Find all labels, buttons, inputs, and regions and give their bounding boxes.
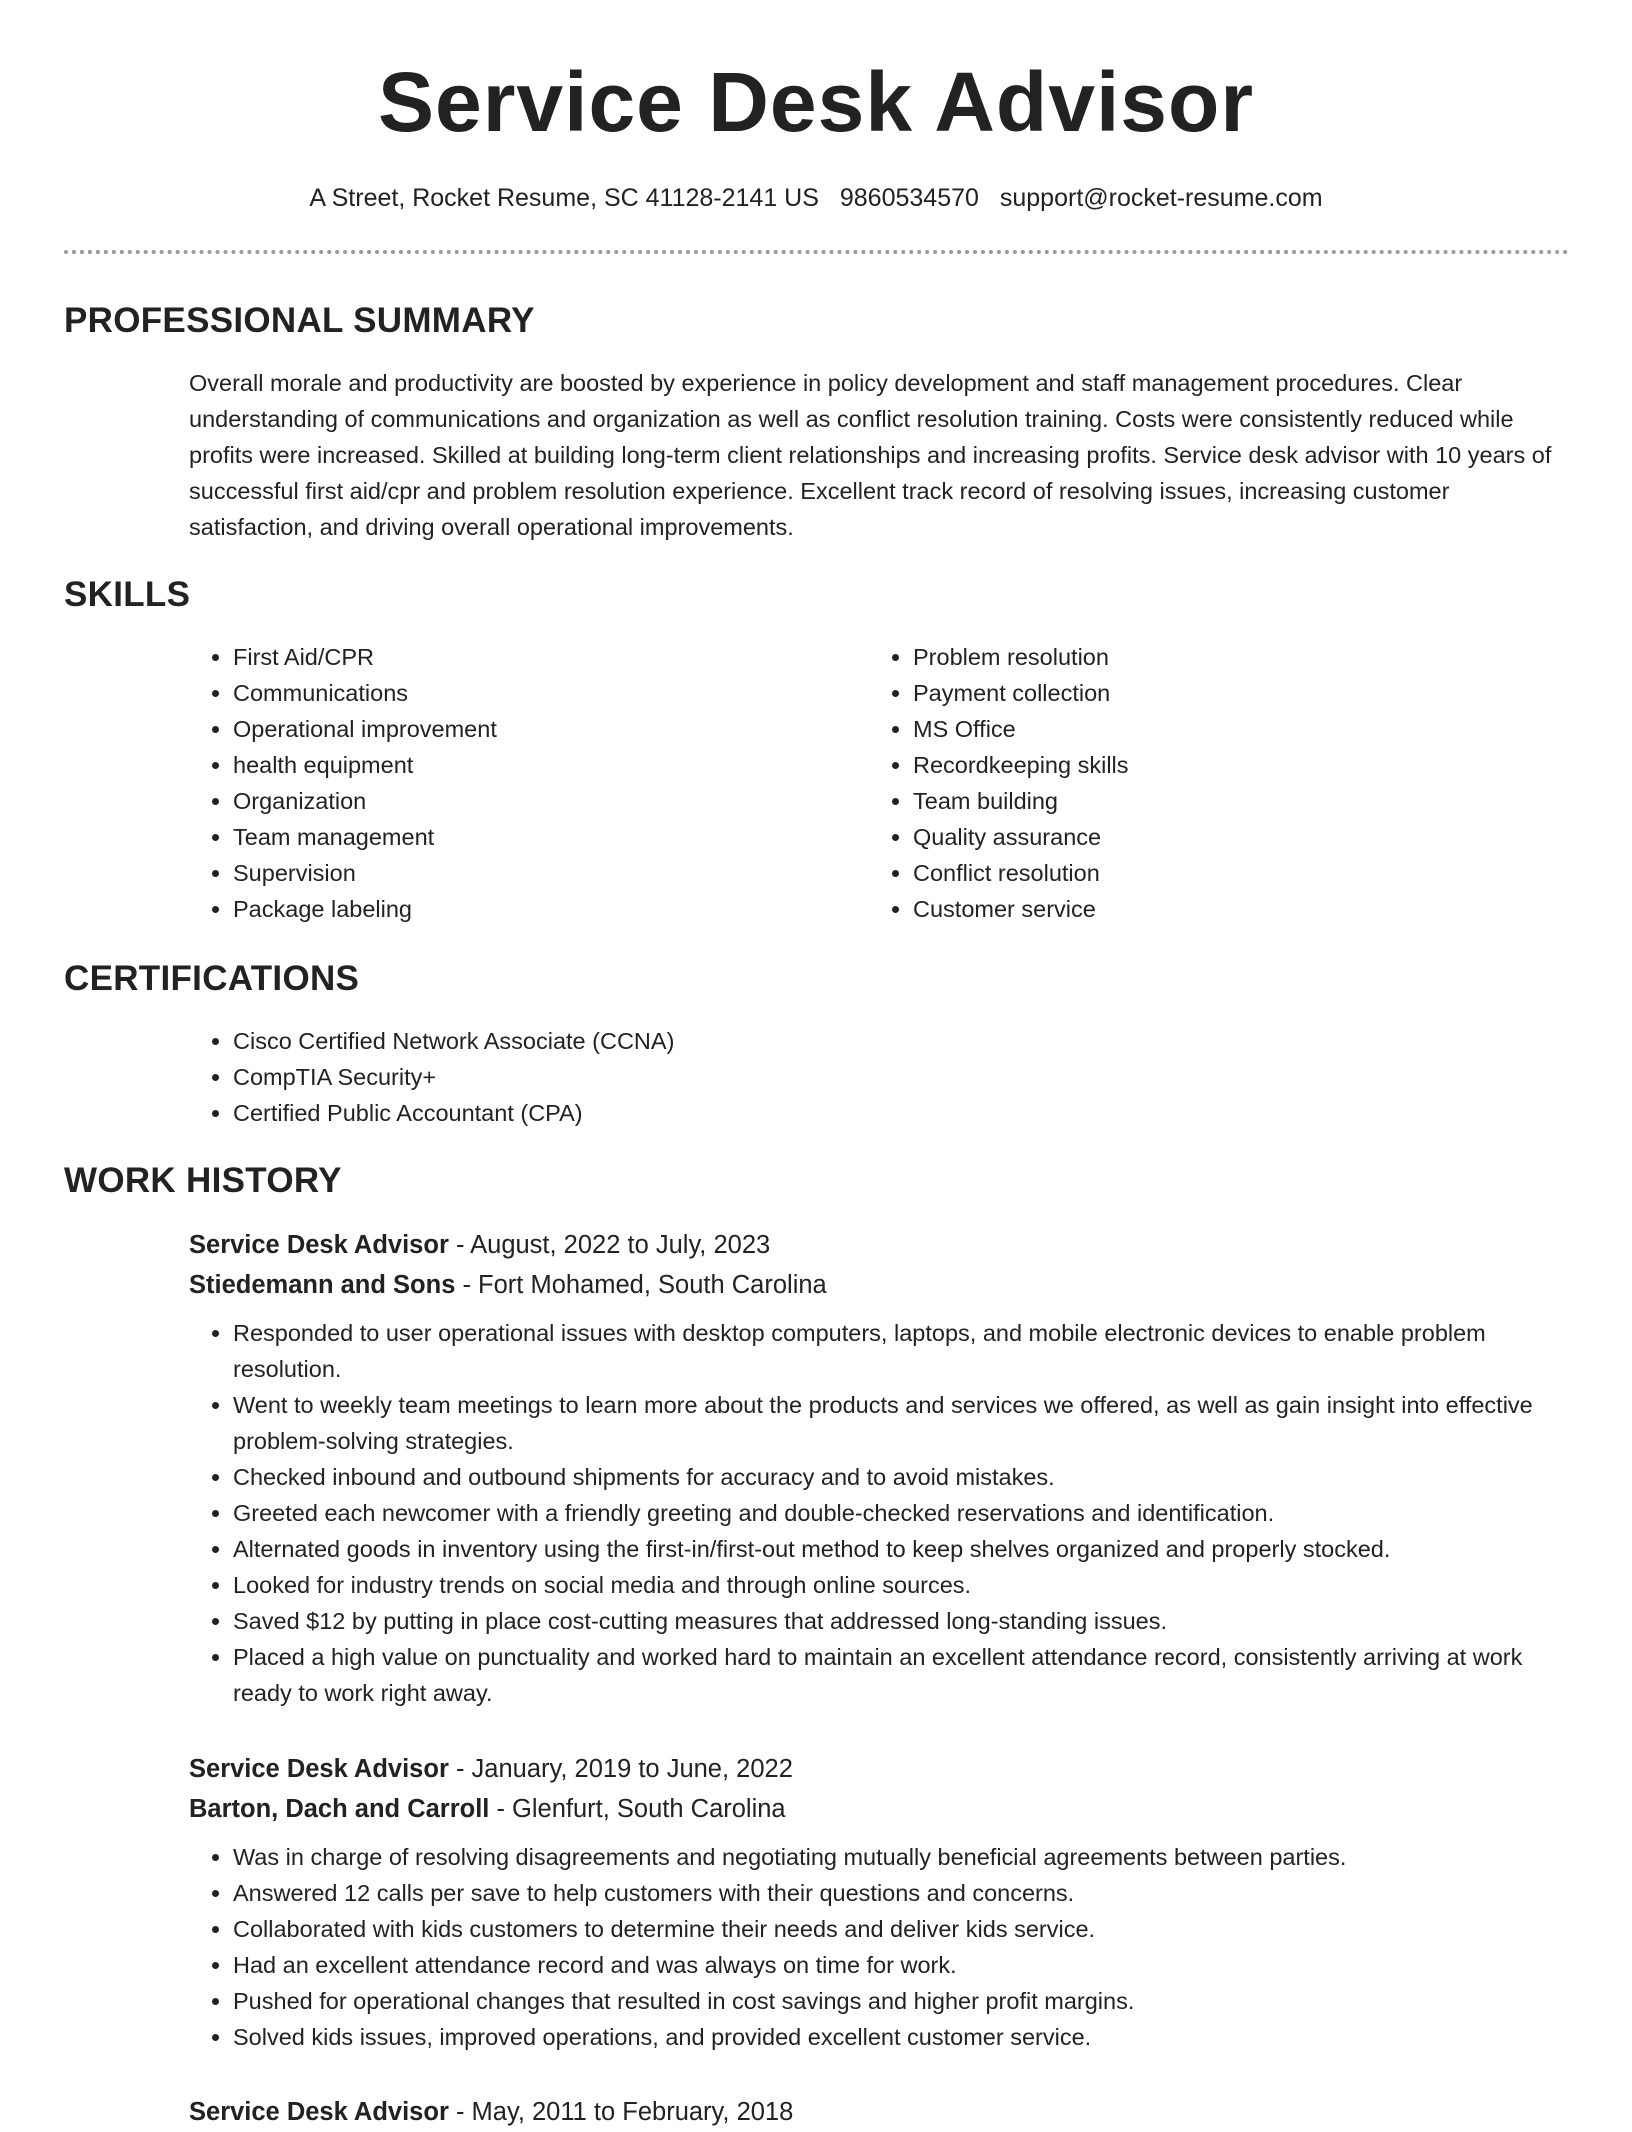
job-location: - Fort Mohamed, South Carolina (455, 1271, 827, 1299)
skill-item: • Payment collection (913, 675, 1509, 711)
certification-item: • Cisco Certified Network Associate (CCNA) (233, 1023, 1569, 1059)
skills-right-column (869, 639, 1509, 927)
job-dates: - January, 2019 to June, 2022 (448, 1755, 793, 1783)
skill-item: • First Aid/CPR (233, 639, 829, 675)
job-title-line (189, 1225, 1569, 1265)
job-entry-3 (189, 2092, 1569, 2132)
skills-left-list (189, 639, 829, 927)
skill-item: • Package labeling (233, 891, 829, 927)
summary-text: Overall morale and productivity are boosted by experience in policy development and staff management procedures. Clear understanding of communications and organization as well as conflict resolution training. Costs were consistently reduced while profits were increased. Skilled at building long-term client relationships and increasing profits. Service desk advisor with 10 years of successful first aid/cpr and problem resolution experience. Excellent track record of resolving issues, increasing customer satisfaction, and driving overall operational improvements. (189, 370, 1552, 540)
resume-name: Service Desk Advisor (377, 55, 1255, 149)
work-history-heading: WORK HISTORY (64, 1161, 342, 1200)
job-bullet: • Greeted each newcomer with a friendly greeting and double-checked reservations and identification. (233, 1495, 1569, 1531)
job-bullet: • Was in charge of resolving disagreements and negotiating mutually beneficial agreements between parties. (233, 1839, 1569, 1875)
job-bullet: • Solved kids issues, improved operations, and provided excellent customer service. (233, 2019, 1569, 2055)
job-bullets (189, 1839, 1569, 2055)
job-bullet: • Had an excellent attendance record and was always on time for work. (233, 1947, 1569, 1983)
skill-item: • Supervision (233, 855, 829, 891)
job-title-line (189, 1749, 1569, 1789)
skills-heading: SKILLS (64, 575, 191, 614)
contact-line (0, 180, 1632, 216)
job-bullet: • Went to weekly team meetings to learn more about the products and services we offered, as well as gain insight into effective problem-solving strategies. (233, 1387, 1569, 1459)
contact-address: A Street, Rocket Resume, SC 41128-2141 US (309, 184, 819, 212)
job-bullet: • Alternated goods in inventory using the first-in/first-out method to keep shelves organized and properly stocked. (233, 1531, 1569, 1567)
job-company: Barton, Dach and Carroll (189, 1795, 490, 1823)
job-bullet: • Pushed for operational changes that resulted in cost savings and higher profit margins. (233, 1983, 1569, 2019)
job-role: Service Desk Advisor (189, 1231, 449, 1259)
certification-item: • CompTIA Security+ (233, 1059, 1569, 1095)
skill-item: • Team management (233, 819, 829, 855)
job-bullet: • Responded to user operational issues with desktop computers, laptops, and mobile electronic devices to enable problem resolution. (233, 1315, 1569, 1387)
job-bullet: • Looked for industry trends on social media and through online sources. (233, 1567, 1569, 1603)
job-entry-2 (189, 1749, 1569, 2055)
header-divider (64, 250, 1569, 254)
contact-email: support@rocket-resume.com (999, 184, 1323, 212)
job-bullet: • Answered 12 calls per save to help customers with their questions and concerns. (233, 1875, 1569, 1911)
job-role: Service Desk Advisor (189, 2098, 449, 2126)
contact-phone: 9860534570 (839, 184, 979, 212)
job-company: Stiedemann and Sons (189, 1271, 456, 1299)
certifications-list (189, 1023, 1569, 1131)
skills-right-list (869, 639, 1509, 927)
job-company-line (189, 1789, 1569, 1829)
skill-item: • Organization (233, 783, 829, 819)
job-title-line (189, 2092, 1569, 2132)
skill-item: • Team building (913, 783, 1509, 819)
job-entry-1 (189, 1225, 1569, 1711)
job-company-line (189, 1265, 1569, 1305)
skill-item: • Quality assurance (913, 819, 1509, 855)
job-bullet: • Saved $12 by putting in place cost-cutting measures that addressed long-standing issues. (233, 1603, 1569, 1639)
skill-item: • Operational improvement (233, 711, 829, 747)
skill-item: • Recordkeeping skills (913, 747, 1509, 783)
skill-item: • Customer service (913, 891, 1509, 927)
job-location: - Glenfurt, South Carolina (489, 1795, 786, 1823)
skill-item: • Problem resolution (913, 639, 1509, 675)
skill-item: • health equipment (233, 747, 829, 783)
certifications-heading: CERTIFICATIONS (64, 959, 360, 998)
certification-item: • Certified Public Accountant (CPA) (233, 1095, 1569, 1131)
summary-heading: PROFESSIONAL SUMMARY (64, 301, 535, 340)
job-bullet: • Collaborated with kids customers to determine their needs and deliver kids service. (233, 1911, 1569, 1947)
job-bullets (189, 1315, 1569, 1711)
job-bullet: • Placed a high value on punctuality and worked hard to maintain an excellent attendance record, consistently arriving at work ready to work right away. (233, 1639, 1569, 1711)
skill-item: • Conflict resolution (913, 855, 1509, 891)
skills-left-column (189, 639, 829, 927)
job-dates: - May, 2011 to February, 2018 (448, 2098, 794, 2126)
certifications-list-wrap (189, 1023, 1569, 1131)
job-role: Service Desk Advisor (189, 1755, 449, 1783)
skill-item: • Communications (233, 675, 829, 711)
job-dates: - August, 2022 to July, 2023 (448, 1231, 771, 1259)
job-bullet: • Checked inbound and outbound shipments for accuracy and to avoid mistakes. (233, 1459, 1569, 1495)
skill-item: • MS Office (913, 711, 1509, 747)
